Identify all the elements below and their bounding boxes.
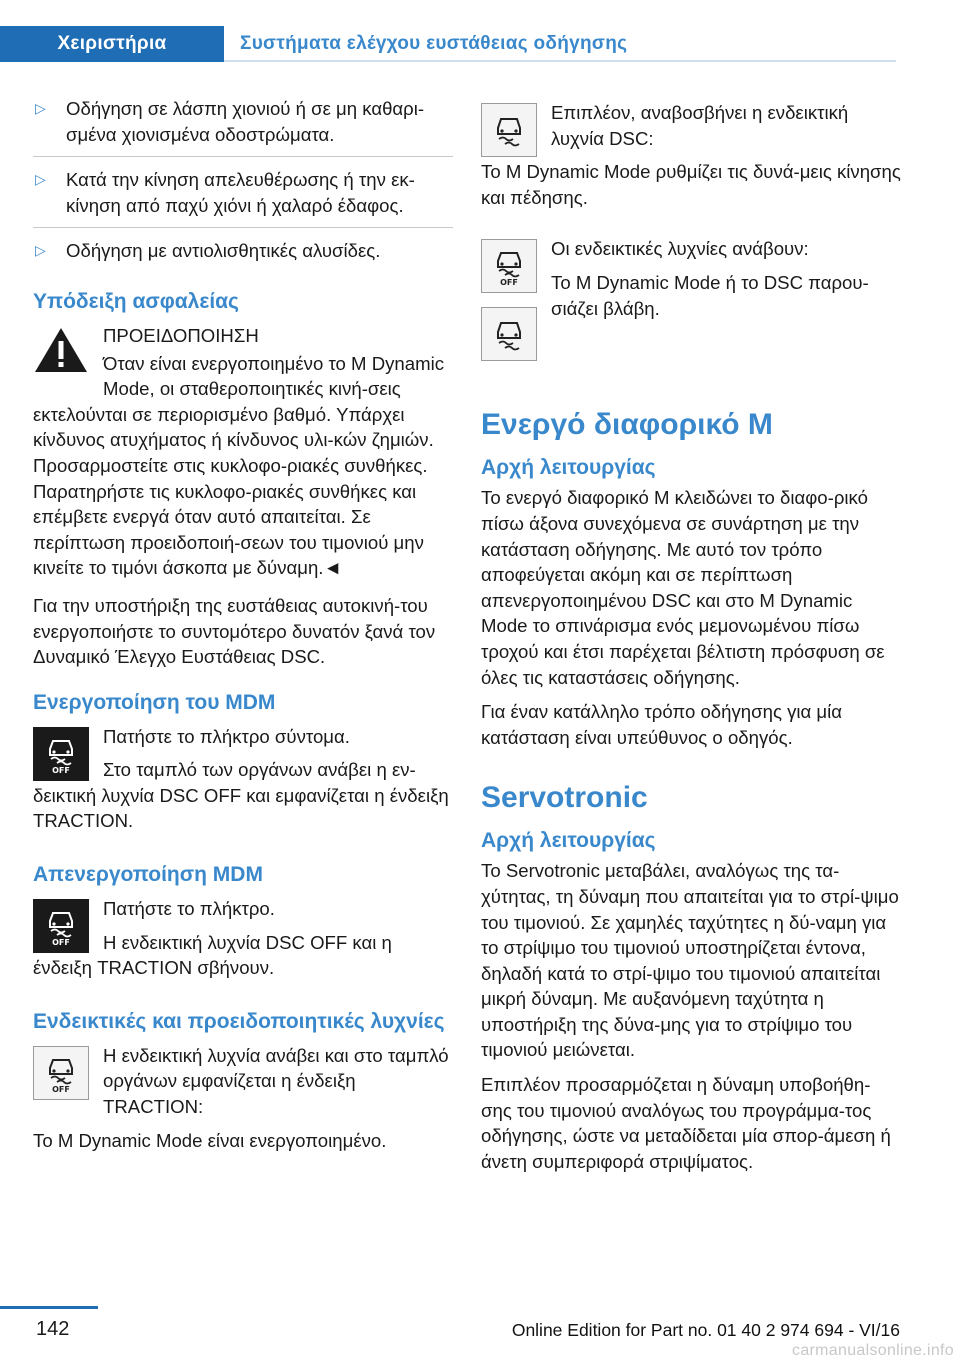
page-header: [0, 26, 960, 62]
header-divider: [224, 60, 896, 62]
watermark: carmanualsonline.info: [792, 1342, 954, 1359]
diff-subheading: Αρχή λειτουργίας: [481, 456, 656, 480]
diff-heading: Ενεργό διαφορικό M: [481, 408, 773, 442]
list-item: [33, 238, 453, 273]
activate-step-1: Πατήστε το πλήκτρο σύντομα.: [103, 725, 350, 747]
dsc-off-button-icon: [33, 727, 89, 781]
footer-divider: [0, 1306, 98, 1309]
deactivate-block: [33, 896, 453, 989]
list-item-text: Κατά την κίνηση απελευθέρωσης ή την εκ-κίνηση από παχύ χιόνι ή χαλαρό έδαφος.: [66, 169, 415, 216]
deactivate-step-1: Πατήστε το πλήκτρο.: [103, 898, 275, 920]
dsc-off-indicator-icon: [33, 1046, 89, 1100]
dsc-flash-text-1: Επιπλέον, αναβοσβήνει η ενδεικτική λυχνία DSC:: [551, 102, 849, 149]
section-tab[interactable]: Συστήματα ελέγχου ευστάθειας οδήγησης: [240, 33, 628, 54]
dsc-indicator-icon: [481, 307, 537, 361]
list-item: [33, 167, 453, 228]
dsc-off-indicator-icon: [481, 239, 537, 293]
dsc-flash-text-2: Το M Dynamic Mode ρυθμίζει τις δυνά-μεις κίνησης και πέδησης.: [481, 161, 901, 208]
activate-heading: Ενεργοποίηση του MDM: [33, 690, 276, 714]
warning-text: Όταν είναι ενεργοποιημένο το M Dynamic Mode, οι σταθεροποιητικές κινή-σεις εκτελούνται σε περιορισμένο βαθμό. Υπάρχει κίνδυνος ατυχήματος ή κίνδυνος υλι-κών ζημιών. Προσαρμοστείτε στις κυκλοφο-ριακές συνθήκες. Παρατηρήστε τις κυκλοφο-ριακές συνθήκες και επέμβετε ενεργά όταν αυτό απαιτείται. Σε περίπτωση προειδοποιή-σεων του τιμονιού μην κινείτε το τιμόνι άσκοπα με δύναμη.◄: [33, 352, 445, 579]
off-label: OFF: [52, 765, 70, 775]
off-label: OFF: [52, 938, 70, 948]
warning-block: [33, 323, 453, 589]
list-item: [33, 96, 453, 157]
dsc-off-button-icon: [33, 899, 89, 953]
servo-text-1: Το Servotronic μεταβάλει, αναλόγως της τα-χύτητας, τη δύναμη που απαιτείται για το στρί-ψιμο του τιμονιού. Σε χαμηλές ταχύτητες η δύ-ναμη για το στρίψιμο του τιμονιού υποστηρίζεται έντονα, δηλαδή κατά το στρί-ψιμο του τιμονιού απαιτείται μικρή δύναμη. Με αυξανόμενη ταχύτητα η υποστήριξη της δύνα-μης για το στρίψιμο του τιμονιού μειώνεται.: [481, 860, 899, 1061]
left-column: [33, 96, 453, 1162]
deactivate-step-2: Η ενδεικτική λυχνία DSC OFF και η ένδειξη TRACTION σβήνουν.: [33, 931, 392, 979]
warning-label: ΠΡΟΕΙΔΟΠΟΙΗΣΗ: [103, 324, 259, 346]
right-column: [481, 100, 901, 1183]
fault-block: [481, 236, 901, 375]
list-item-text: Οδήγηση σε λάσπη χιονιού ή σε μη καθαρι-σμένα χιονισμένα οδοστρώματα.: [66, 98, 425, 145]
fault-text-2: Το M Dynamic Mode ή το DSC παρου-σιάζει βλάβη.: [551, 271, 869, 319]
list-item-text: Οδήγηση με αντιολισθητικές αλυσίδες.: [66, 240, 381, 262]
indicator-text-1: Η ενδεικτική λυχνία ανάβει και στο ταμπλό οργάνων εμφανίζεται η ένδειξη TRACTION:: [103, 1044, 449, 1118]
chapter-tab[interactable]: Χειριστήρια: [0, 26, 224, 62]
edition-text: Online Edition for Part no. 01 40 2 974 694 - VI/16: [511, 1320, 900, 1340]
fault-text-1: Οι ενδεικτικές λυχνίες ανάβουν:: [551, 238, 809, 260]
diff-text-1: Το ενεργό διαφορικό M κλειδώνει το διαφο-ρικό πίσω άξονα συνεχόμενα σε συνάρτηση με την κατάσταση οδήγησης. Με αυτό τον τρόπο αποφεύγεται ακόμη και σε περίπτωση απενεργοποιημένου DSC και στο M Dynamic Mode το σπινάρισμα ενός μεμονωμένου πίσω τροχού και έτσι παρέχεται βέλτιστη πρόσφυση σε όλες τις καταστάσεις οδήγησης.: [481, 487, 885, 688]
indicator-text-2: Το M Dynamic Mode είναι ενεργοποιημένο.: [33, 1129, 387, 1151]
dsc-flash-block: [481, 100, 901, 218]
servo-subheading: Αρχή λειτουργίας: [481, 829, 656, 853]
off-label: OFF: [52, 1084, 70, 1094]
servo-heading: Servotronic: [481, 781, 648, 815]
servo-text-2: Επιπλέον προσαρμόζεται η δύναμη υποβοήθη-σης του τιμονιού αναλόγως του προγράμμα-τος οδήγησης, ώστε να μεταδίδεται μία σπορ-άμεση ή άνετη συμπεριφορά στριψίματος.: [481, 1074, 891, 1172]
triangle-bullet-icon: ▷: [35, 242, 46, 259]
indicator-block: [33, 1043, 453, 1128]
fault-icons: [481, 239, 537, 375]
activate-block: [33, 724, 453, 842]
activate-step-2: Στο ταμπλό των οργάνων ανάβει η εν-δεικτική λυχνία DSC OFF και εμφανίζεται η ένδειξη TRACTION.: [33, 759, 449, 832]
warning-triangle-icon: [33, 325, 89, 380]
triangle-bullet-icon: ▷: [35, 171, 46, 188]
off-label: OFF: [500, 278, 518, 288]
page-number: 142: [36, 1318, 70, 1340]
deactivate-heading: Απενεργοποίηση MDM: [33, 863, 263, 887]
indicator-heading: Ενδεικτικές και προειδοποιητικές λυχνίες: [33, 1009, 445, 1033]
dsc-indicator-icon: [481, 103, 537, 157]
triangle-bullet-icon: ▷: [35, 100, 46, 116]
support-text: Για την υποστήριξη της ευστάθειας αυτοκινή-του ενεργοποιήστε το συντομότερο δυνατόν ξανά τον Δυναμικό Έλεγχο Ευστάθειας DSC.: [33, 594, 436, 668]
diff-text-2: Για έναν κατάλληλο τρόπο οδήγησης για μία κατάσταση είναι υπεύθυνος ο οδηγός.: [481, 701, 843, 748]
safety-heading: Υπόδειξη ασφαλείας: [33, 289, 239, 313]
